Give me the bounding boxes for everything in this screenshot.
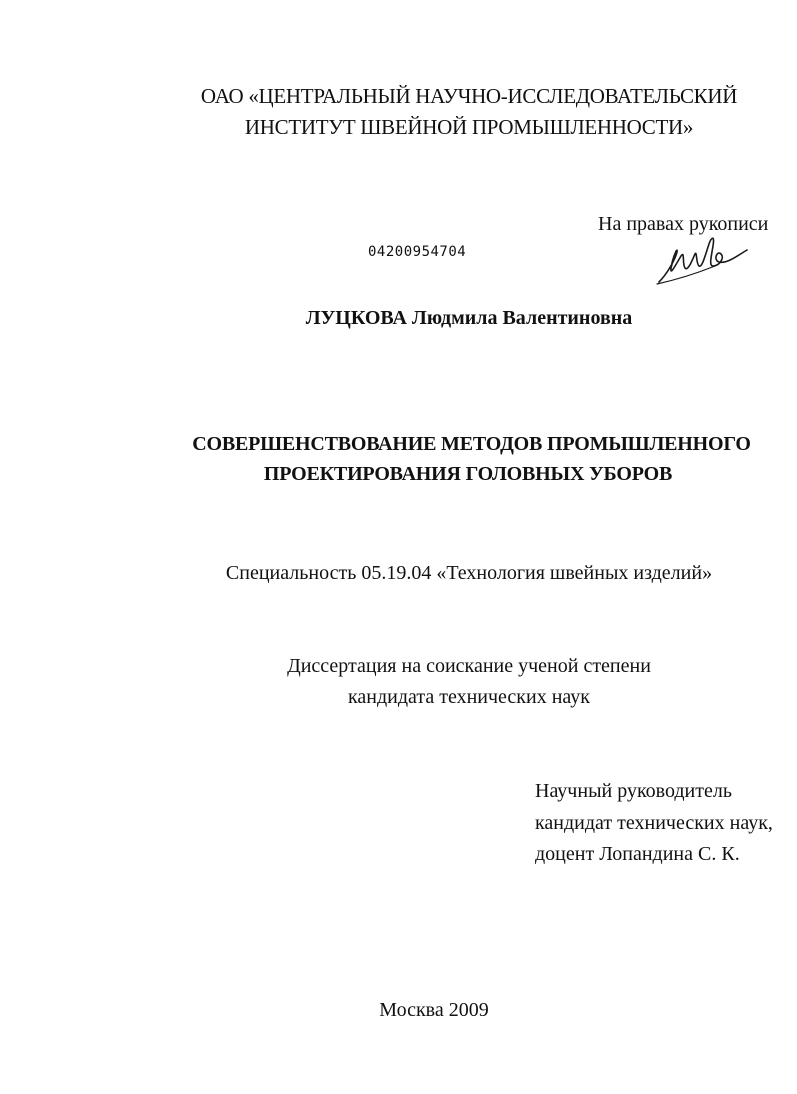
degree-line-2: кандидата технических наук bbox=[347, 686, 591, 708]
degree-line-1: Диссертация на соискание ученой степени bbox=[287, 655, 651, 677]
specialty: Специальность 05.19.04 «Технология швейных изделий» bbox=[225, 562, 713, 584]
organization-line-1: ОАО «ЦЕНТРАЛЬНЫЙ НАУЧНО-ИССЛЕДОВАТЕЛЬСКИЙ bbox=[200, 84, 738, 108]
signature-icon bbox=[655, 230, 750, 285]
supervisor-label: Научный руководитель bbox=[535, 780, 732, 802]
city-year: Москва 2009 bbox=[379, 999, 489, 1021]
organization-line-2: ИНСТИТУТ ШВЕЙНОЙ ПРОМЫШЛЕННОСТИ» bbox=[244, 115, 694, 139]
supervisor-name: доцент Лопандина С. К. bbox=[535, 843, 740, 865]
author-name: ЛУЦКОВА Людмила Валентиновна bbox=[305, 307, 633, 329]
dissertation-title-line-1: СОВЕРШЕНСТВОВАНИЕ МЕТОДОВ ПРОМЫШЛЕННОГО bbox=[192, 433, 751, 455]
registration-code: 04200954704 bbox=[368, 244, 467, 260]
rights-notice: На правах рукописи bbox=[598, 213, 769, 235]
dissertation-title-line-2: ПРОЕКТИРОВАНИЯ ГОЛОВНЫХ УБОРОВ bbox=[263, 463, 673, 485]
supervisor-degree: кандидат технических наук, bbox=[535, 812, 773, 834]
